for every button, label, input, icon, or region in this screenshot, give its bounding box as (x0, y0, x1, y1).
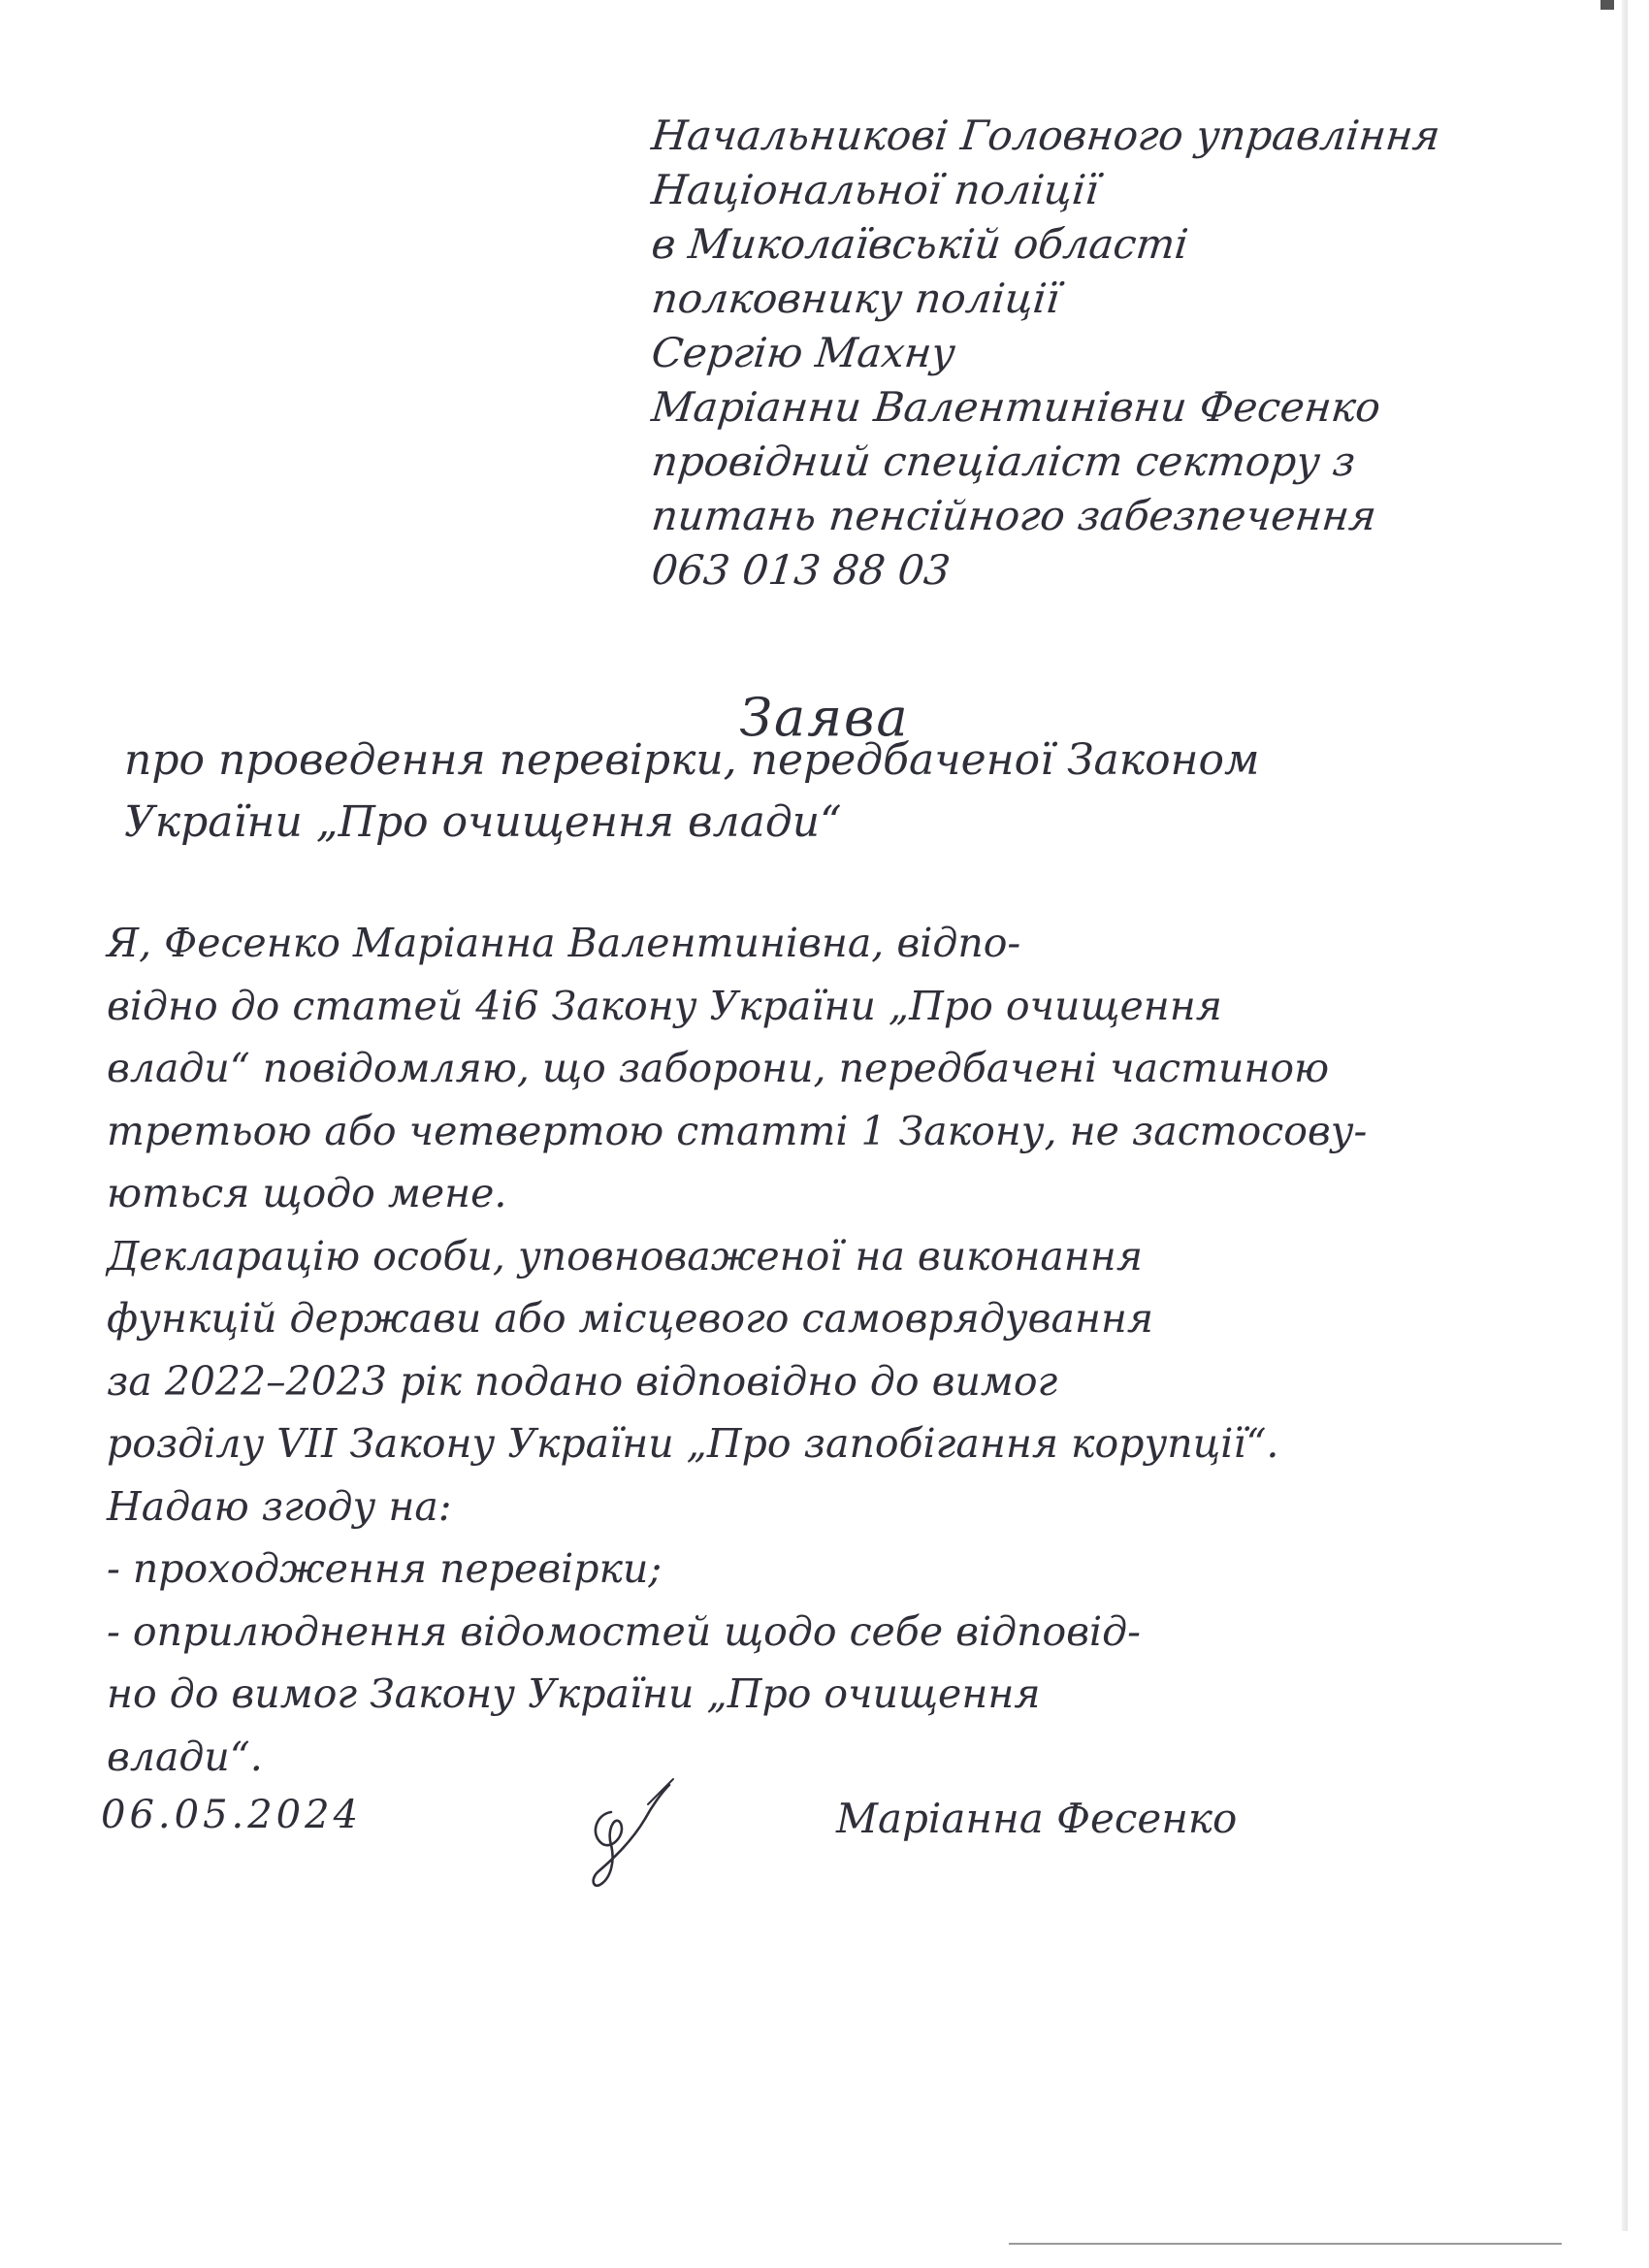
subject-block (124, 729, 1482, 854)
signature (572, 1775, 679, 1892)
scan-edge-mark (1600, 0, 1614, 10)
addressee-line: Національної поліції (649, 166, 1102, 213)
body-line: третьою або четвертою статті 1 Закону, не застосову- (107, 1107, 1368, 1154)
addressee-line: Начальникові Головного управління (649, 112, 1442, 159)
body-line: Я, Фесенко Маріанна Валентинівна, відпо- (107, 920, 1021, 966)
addressee-line: провідний спеціаліст сектору з (649, 437, 1358, 485)
body-line: влади“ повідомляю, що заборони, передбачені частиною (107, 1045, 1330, 1091)
body-line: - оприлюднення відомостей щодо себе відповід- (107, 1607, 1141, 1655)
addressee-line: питань пенсійного забезпечення (649, 492, 1379, 539)
body-line: розділу VII Закону України „Про запобігання корупції“. (107, 1420, 1279, 1467)
addressee-line: Маріанни Валентинівни Фесенко (649, 383, 1383, 431)
body-line: Декларацію особи, уповноваженої на виконання (107, 1232, 1143, 1280)
statement-body (107, 912, 1484, 1788)
body-line: Надаю згоду на: (107, 1482, 452, 1530)
body-line: відно до статей 4і6 Закону України „Про очищення (107, 982, 1222, 1029)
bottom-rule (1009, 2243, 1562, 2245)
document-title: Заява (739, 687, 910, 748)
body-line: за 2022–2023 рік подано відповідно до вимог (107, 1357, 1058, 1405)
subject-line: про проведення перевірки, передбаченої Законом (124, 735, 1260, 785)
date: 06.05.2024 (101, 1793, 363, 1837)
body-line: ються щодо мене. (107, 1170, 507, 1216)
body-line: функцій держави або місцевого самоврядування (107, 1295, 1154, 1342)
addressee-block (649, 109, 1525, 598)
body-line: но до вимог Закону України „Про очищення (107, 1670, 1041, 1717)
signer-name: Маріанна Фесенко (836, 1795, 1238, 1842)
addressee-line: полковнику поліції (649, 275, 1062, 322)
subject-line: України „Про очищення влади“ (124, 797, 842, 847)
body-line: - проходження перевірки; (107, 1545, 663, 1592)
addressee-phone: 063 013 88 03 (649, 546, 953, 594)
body-line: влади“. (107, 1733, 263, 1780)
addressee-line: в Миколаївській області (649, 220, 1191, 268)
addressee-line: Сергію Махну (649, 329, 958, 376)
page-edge-shadow (1622, 0, 1628, 2231)
